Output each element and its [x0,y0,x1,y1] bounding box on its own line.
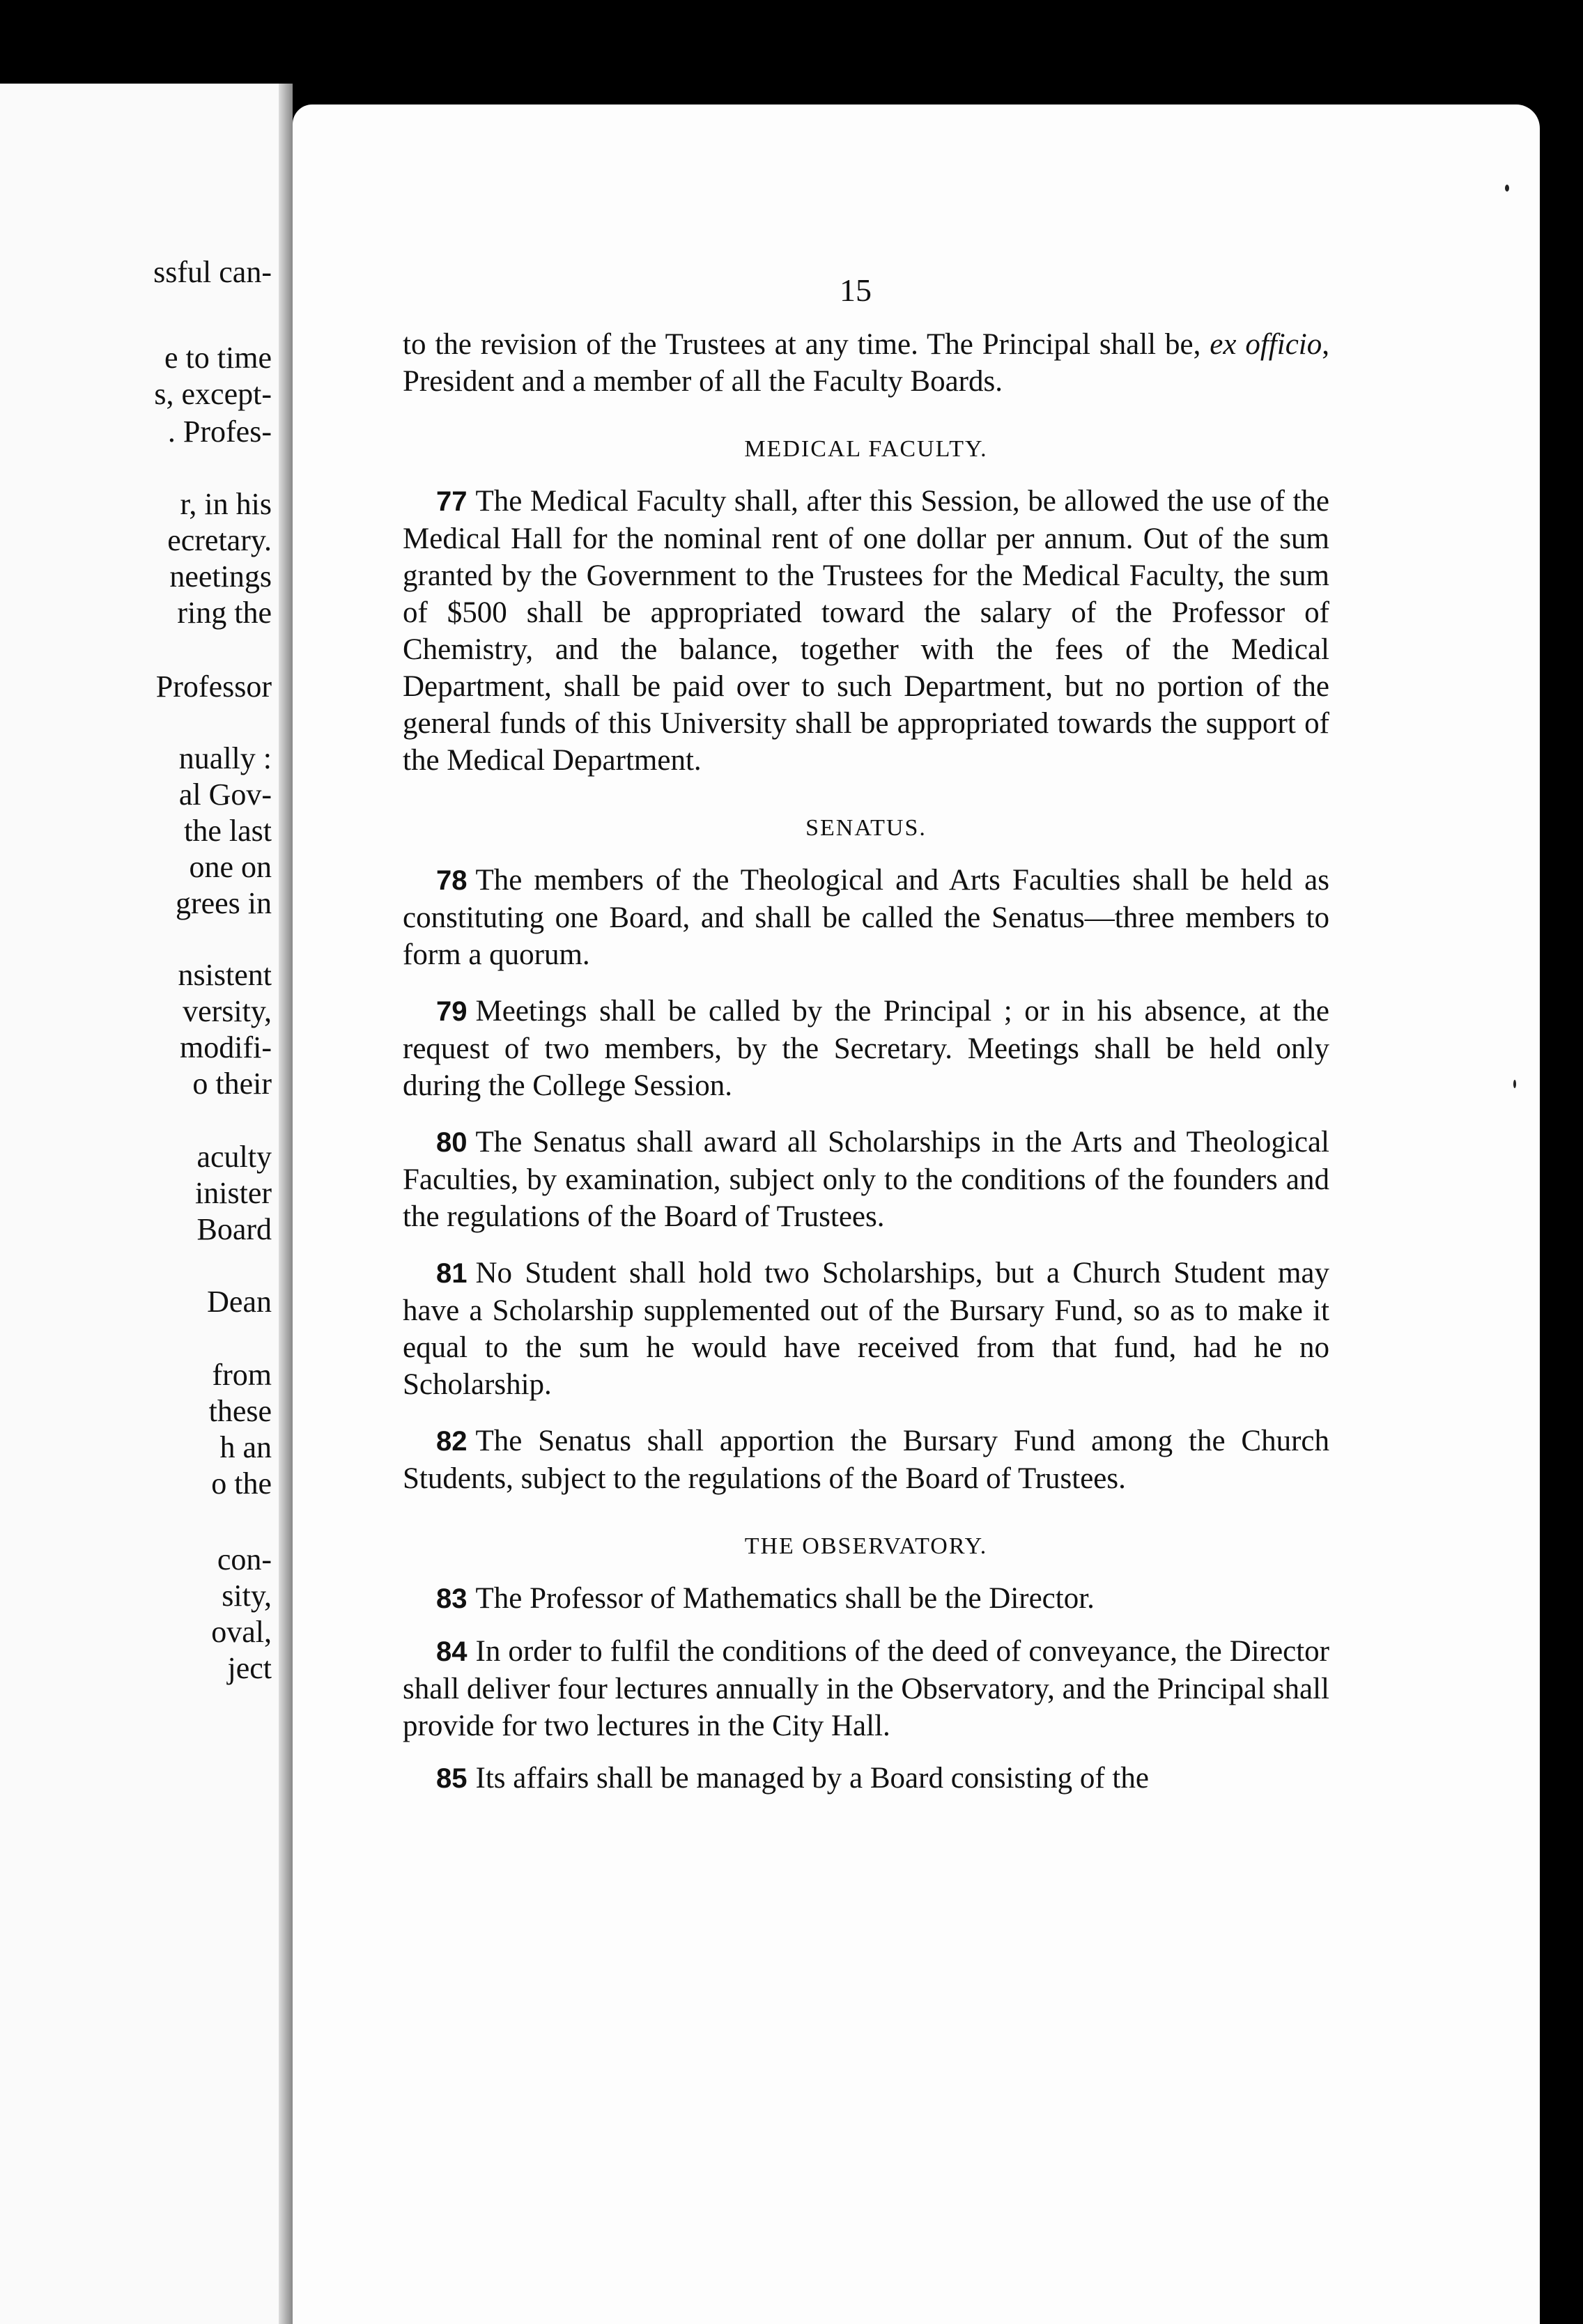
heading-senatus: SENATUS. [805,815,927,841]
left-page-line: ject [227,1651,272,1685]
left-page-line: aculty [196,1140,272,1174]
left-page-line: s, except- [154,377,272,411]
page-number: 15 [840,272,872,308]
heading-observatory: THE OBSERVATORY. [744,1533,988,1559]
section-81 [403,1255,1329,1403]
section-83 [403,1580,1329,1618]
section-text: The Senatus shall award all Scholarships in the Arts and Theological Faculties, by examination, subject only to the conditions of the founders and the regulations of the Board of Trustees. [403,1126,1329,1233]
left-page-line: o the [211,1466,272,1501]
left-page-line: the last [184,814,272,848]
left-page-line: e to time [164,341,272,375]
section-text: The Professor of Mathematics shall be the Director. [475,1582,1095,1615]
section-text: Meetings shall be called by the Principal ; or in his absence, at the request of two members, by the Secretary. Meetings shall be held only during the College Session. [403,995,1329,1102]
heading-medical-faculty: MEDICAL FACULTY. [744,436,988,462]
left-page-line: versity, [183,994,272,1028]
left-page-line: ring the [177,596,272,630]
left-page-line: modifi- [180,1030,272,1064]
section-84 [403,1633,1329,1744]
left-page-line: neetings [169,559,272,594]
section-85 [403,1760,1329,1797]
left-page-line: ecretary. [167,523,272,557]
intro-italic-term: ex officio [1210,328,1322,361]
intro-paragraph [403,326,1329,400]
section-78 [403,862,1329,973]
left-page-line: r, in his [180,487,272,521]
section-text: No Student shall hold two Scholarships, but a Church Student may have a Scholarship supplemented out of the Bursary Fund, so as to make it equal to the sum he would have received from that fund, had he no Scholarship. [403,1257,1329,1401]
section-text: Its affairs shall be managed by a Board consisting of the [475,1762,1149,1795]
section-number: 80 [436,1127,468,1158]
left-page-line: one on [189,850,272,884]
left-page-line: o their [192,1067,272,1101]
section-number: 85 [436,1763,468,1794]
section-text: The members of the Theological and Arts Faculties shall be held as constituting one Board, and shall be called the Senatus—three members to form a quorum. [403,864,1329,971]
left-page-line: grees in [175,886,272,920]
section-80 [403,1124,1329,1235]
left-page-line: from [212,1358,272,1392]
section-text: The Senatus shall apportion the Bursary Fund among the Church Students, subject to the regulations of the Board of Trustees. [403,1425,1329,1495]
left-page-line: al Gov- [178,777,272,812]
section-82 [403,1423,1329,1497]
section-number: 83 [436,1583,468,1614]
margin-speck [1505,185,1509,192]
left-page-line: Dean [207,1285,272,1319]
left-page-line: sity, [222,1579,272,1613]
left-page-line: these [208,1394,272,1428]
section-number: 78 [436,865,468,896]
right-page [279,0,1583,2324]
left-page-fragment [0,84,279,2324]
section-number: 79 [436,996,468,1027]
section-number: 77 [436,486,468,517]
left-page-line: inister [195,1176,272,1210]
left-page-line: nually : [178,741,272,775]
left-page-line: ssful can- [153,255,272,289]
page-body [403,326,1329,1797]
left-page-line: Professor [155,669,272,704]
section-number: 82 [436,1426,468,1457]
section-79 [403,993,1329,1104]
left-page-line: con- [217,1542,272,1577]
intro-text-end: , President and a member of all the Faculty Boards. [403,328,1329,398]
section-77 [403,483,1329,779]
section-text: The Medical Faculty shall, after this Session, be allowed the use of the Medical Hall for the nominal rent of one dollar per annum. Out of the sum granted by the Government to the Trustees for the Medical Faculty, the sum of $500 shall be appropriated toward the salary of the Professor of Chemistry, and the balance, together with the fees of the Medical Department, shall be paid over to such Department, but no portion of the general funds of this University shall be appropriated towards the support of the Medical Department. [403,485,1329,777]
section-text: In order to fulfil the conditions of the deed of conveyance, the Director shall deliver four lectures annually in the Observatory, and the Principal shall provide for two lectures in the City Hall. [403,1635,1329,1742]
margin-speck [1513,1080,1516,1088]
left-page-line: . Profes- [167,415,272,449]
left-page-line: oval, [211,1615,272,1649]
section-number: 81 [436,1258,468,1289]
left-page-line: nsistent [178,958,272,992]
intro-text-start: to the revision of the Trustees at any time. The Principal shall be, [403,328,1210,361]
left-page-line: h an [219,1430,272,1464]
left-page-line: Board [196,1212,272,1246]
section-number: 84 [436,1636,468,1667]
